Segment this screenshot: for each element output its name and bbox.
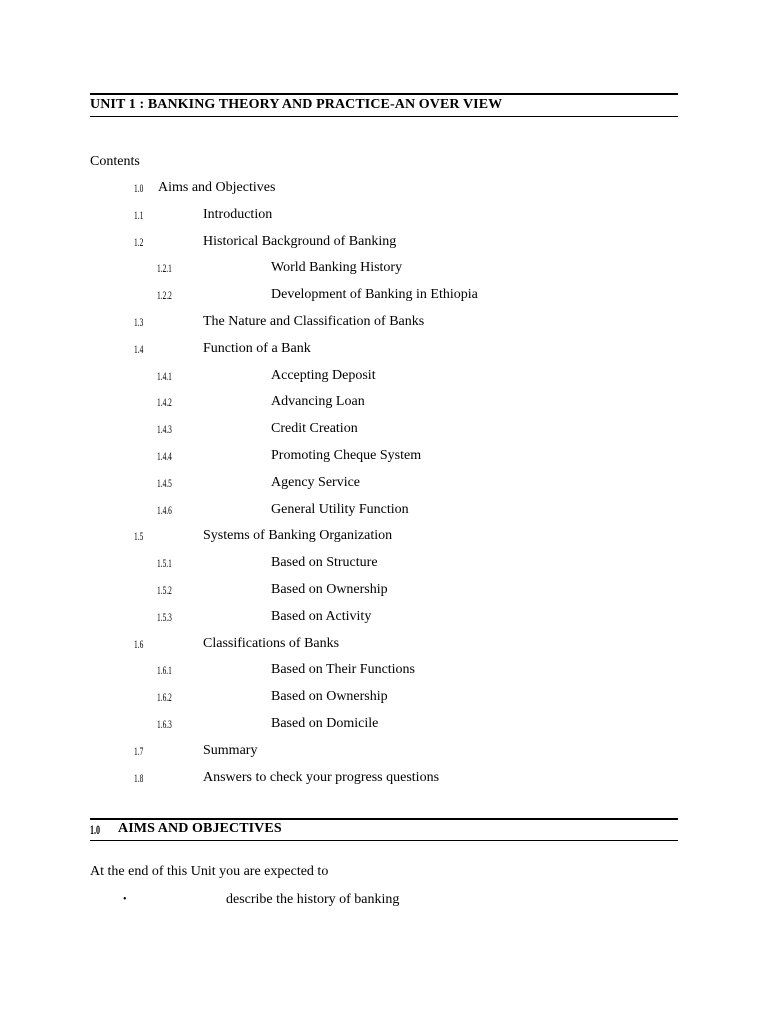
section-underline [90, 840, 678, 841]
toc-title: Introduction [203, 207, 273, 222]
toc-title: Function of a Bank [203, 341, 311, 356]
intro-text: At the end of this Unit you are expected to [90, 864, 329, 879]
contents-label: Contents [90, 154, 140, 169]
toc-number: 1.6 [134, 637, 144, 651]
toc-number: 1.5 [134, 529, 144, 543]
toc-title: The Nature and Classification of Banks [203, 314, 425, 329]
toc-title: Promoting Cheque System [271, 448, 422, 463]
toc-number: 1.3 [134, 315, 144, 329]
toc-title: Classifications of Banks [203, 636, 340, 651]
toc-title: Credit Creation [271, 421, 358, 436]
toc-title: Based on Structure [271, 555, 378, 570]
top-rule [90, 93, 678, 95]
toc-number: 1.1 [134, 208, 144, 222]
toc-title: Based on Activity [271, 609, 372, 624]
toc-title: Based on Ownership [271, 582, 388, 597]
toc-title: Based on Their Functions [271, 662, 416, 677]
toc-title: Answers to check your progress questions [203, 770, 440, 785]
toc-number: 1.5.3 [157, 610, 172, 624]
toc-number: 1.7 [134, 744, 144, 758]
section-top-rule [90, 818, 678, 820]
toc-number: 1.4.4 [157, 449, 172, 463]
toc-number: 1.2 [134, 235, 144, 249]
toc-title: Summary [203, 743, 258, 758]
toc-number: 1.6.3 [157, 717, 172, 731]
toc-title: Based on Ownership [271, 689, 388, 704]
toc-title: Historical Background of Banking [203, 234, 397, 249]
toc-title: Accepting Deposit [271, 368, 376, 383]
toc-title: Based on Domicile [271, 716, 379, 731]
toc-number: 1.4.3 [157, 422, 172, 436]
toc-title: Systems of Banking Organization [203, 528, 393, 543]
toc-number: 1.5.1 [157, 556, 172, 570]
section-title: AIMS AND OBJECTIVES [118, 821, 282, 836]
toc-number: 1.2.2 [157, 288, 172, 302]
toc-title: Development of Banking in Ethiopia [271, 287, 478, 302]
section-number: 1.0 [90, 822, 101, 837]
toc-number: 1.0 [134, 181, 144, 195]
toc-number: 1.2.1 [157, 261, 172, 275]
toc-number: 1.4.5 [157, 476, 172, 490]
toc-number: 1.6.1 [157, 663, 172, 677]
toc-number: 1.4 [134, 342, 144, 356]
toc-number: 1.4.6 [157, 503, 172, 517]
toc-number: 1.8 [134, 771, 144, 785]
toc-title: Advancing Loan [271, 394, 365, 409]
bullet-icon: • [123, 894, 127, 905]
unit-title: UNIT 1 : BANKING THEORY AND PRACTICE-AN OVER VIEW [90, 97, 503, 112]
toc-title: World Banking History [271, 260, 403, 275]
toc-title: Aims and Objectives [158, 180, 276, 195]
bullet-item: describe the history of banking [226, 892, 400, 907]
toc-title: General Utility Function [271, 502, 409, 517]
toc-number: 1.5.2 [157, 583, 172, 597]
toc-number: 1.4.1 [157, 369, 172, 383]
title-underline [90, 116, 678, 117]
toc-number: 1.4.2 [157, 395, 172, 409]
toc-title: Agency Service [271, 475, 361, 490]
toc-number: 1.6.2 [157, 690, 172, 704]
